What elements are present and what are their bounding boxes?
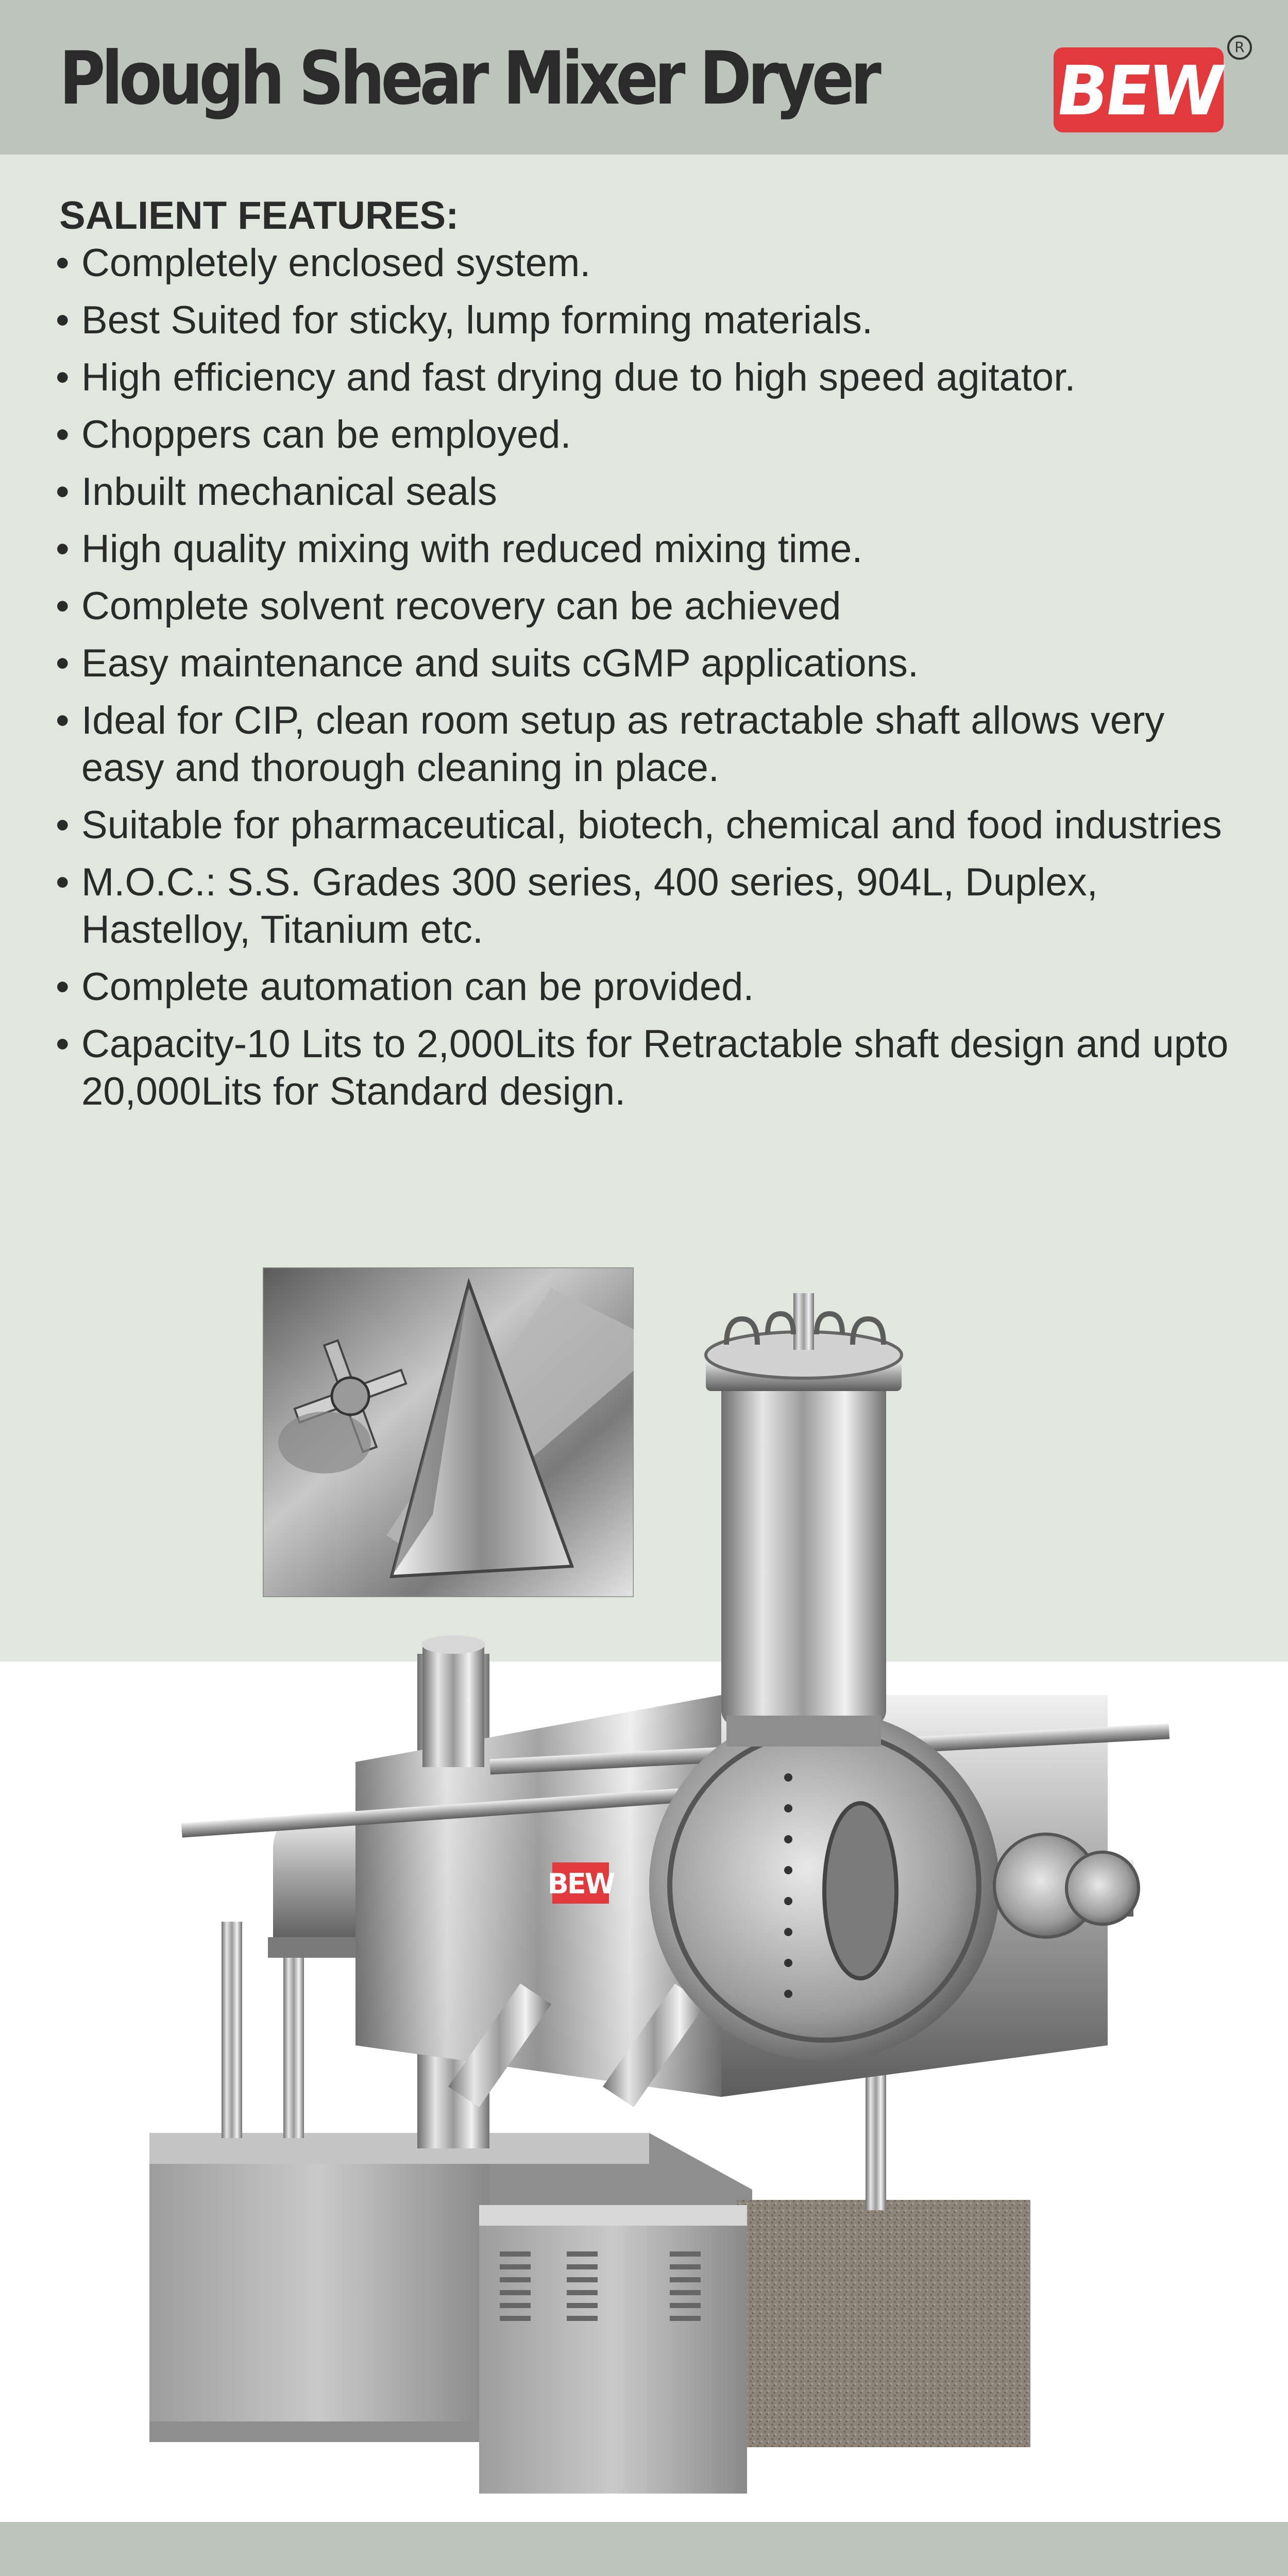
footer-bar bbox=[0, 2522, 1288, 2576]
feature-item: • Inbuilt mechanical seals bbox=[56, 468, 1256, 516]
feature-item: • Capacity-10 Lits to 2,000Lits for Retractable shaft design and upto 20,000Lits for Standard design. bbox=[56, 1021, 1256, 1115]
header-bar bbox=[0, 0, 1288, 155]
feature-item: • Best Suited for sticky, lump forming materials. bbox=[56, 297, 1256, 344]
feature-item: • Ideal for CIP, clean room setup as retractable shaft allows very easy and thorough cleaning in place. bbox=[56, 697, 1256, 792]
feature-item: • M.O.C.: S.S. Grades 300 series, 400 series, 904L, Duplex, Hastelloy, Titanium etc. bbox=[56, 859, 1256, 954]
feature-item: • Choppers can be employed. bbox=[56, 411, 1256, 459]
plough-blade-inset-image bbox=[263, 1267, 634, 1597]
page-title: Plough Shear Mixer Dryer bbox=[59, 36, 878, 121]
registered-mark: R bbox=[1227, 35, 1252, 60]
feature-item: • Easy maintenance and suits cGMP applications. bbox=[56, 640, 1256, 687]
bew-logo bbox=[1050, 47, 1227, 132]
feature-item: • Completely enclosed system. bbox=[56, 240, 1256, 287]
feature-item: • Complete automation can be provided. bbox=[56, 963, 1256, 1011]
logo-text: BEW bbox=[1050, 52, 1227, 131]
feature-item: • High quality mixing with reduced mixing time. bbox=[56, 526, 1256, 573]
feature-list bbox=[56, 240, 1256, 1125]
feature-item: • Suitable for pharmaceutical, biotech, chemical and food industries bbox=[56, 802, 1256, 849]
feature-item: • High efficiency and fast drying due to high speed agitator. bbox=[56, 354, 1256, 401]
machine-nameplate-text: BEW bbox=[547, 1868, 614, 1900]
features-heading: SALIENT FEATURES: bbox=[59, 194, 459, 238]
feature-item: • Complete solvent recovery can be achieved bbox=[56, 583, 1256, 630]
